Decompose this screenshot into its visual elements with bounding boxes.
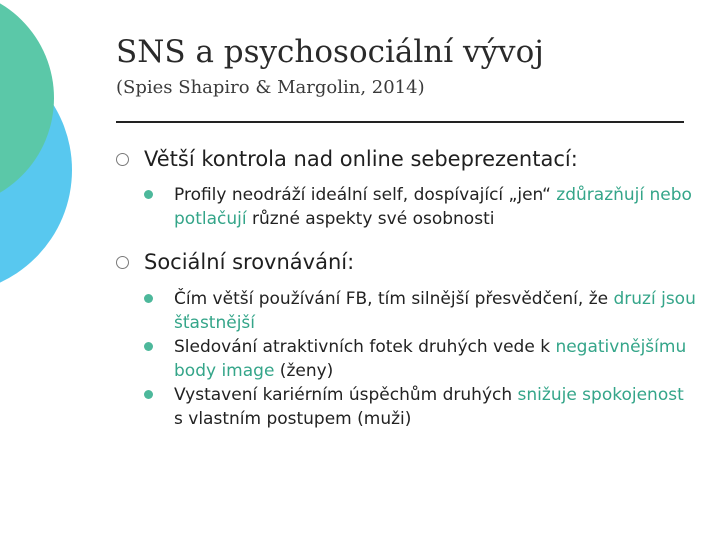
sub-bullet-text: Vystavení kariérním úspěchům druhých [174, 384, 518, 405]
bullet-text: Větší kontrola nad online sebeprezentací: [144, 147, 578, 171]
title-divider [116, 121, 684, 123]
hollow-bullet-icon [116, 256, 129, 269]
sub-bullet-item [144, 335, 696, 383]
filled-bullet-icon [144, 190, 153, 199]
sub-bullet-highlight: druzí jsou šťastnější [174, 288, 696, 333]
slide-title: SNS a psychosociální vývoj [116, 34, 544, 70]
sub-bullet-item [144, 287, 696, 335]
bullet-text: Sociální srovnávání: [144, 250, 355, 275]
bullet-item [116, 146, 696, 173]
bullet-list [116, 146, 696, 431]
sub-bullet-text: (ženy) [274, 360, 334, 381]
sub-bullet-item [144, 383, 696, 431]
sub-bullet-text: různé aspekty své osobnosti [246, 209, 495, 230]
filled-bullet-icon [144, 294, 153, 303]
sub-bullet-text: Čím větší používání FB, tím silnější přesvědčení, že [174, 288, 614, 309]
slide-subtitle: (Spies Shapiro & Margolin, 2014) [116, 77, 425, 99]
sub-bullet-text: s vlastním postupem (muži) [174, 408, 412, 429]
sub-bullet-highlight: zdůrazňují nebo potlačují [174, 185, 692, 230]
filled-bullet-icon [144, 342, 153, 351]
hollow-bullet-icon [116, 153, 129, 166]
header [116, 34, 696, 98]
bullet-item [116, 249, 696, 276]
sub-bullet-text: Profily neodráží ideální self, dospívající „jen“ [174, 185, 557, 206]
sub-bullet-list [144, 287, 696, 431]
sub-bullet-highlight: negativnějšímu body image [174, 336, 687, 381]
filled-bullet-icon [144, 390, 153, 399]
sub-bullet-text: Sledování atraktivních fotek druhých vede k [174, 336, 556, 357]
sub-bullet-highlight: snižuje spokojenost [517, 384, 684, 405]
sub-bullet-item [144, 183, 696, 231]
sub-bullet-list [144, 183, 696, 231]
